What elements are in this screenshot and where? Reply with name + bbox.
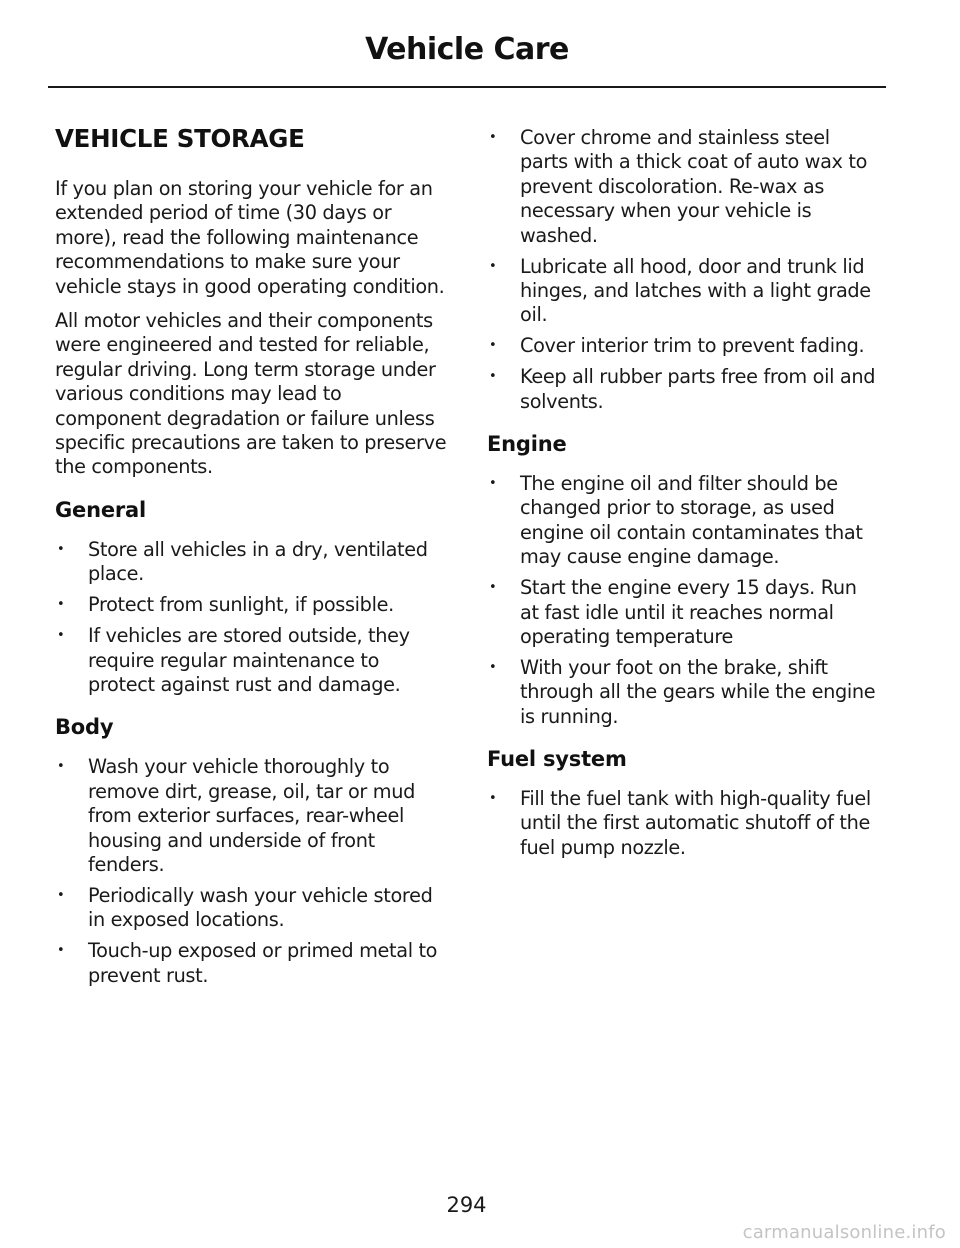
list-item: • Lubricate all hood, door and trunk lid hinges, and latches with a light grade oil.	[487, 255, 879, 328]
intro-paragraph-2: All motor vehicles and their components were engineered and tested for reliable, regular driving. Long term storage under various conditions may lead to component degradation or failure unless specific precautions are taken to preserve the components.	[55, 309, 447, 479]
list-item: • Touch-up exposed or primed metal to prevent rust.	[55, 939, 447, 988]
subheading-general: General	[55, 497, 146, 522]
subheading-body: Body	[55, 715, 114, 740]
general-list	[55, 538, 447, 697]
list-item: • Cover interior trim to prevent fading.	[487, 334, 879, 358]
list-item: • With your foot on the brake, shift through all the gears while the engine is running.	[487, 656, 879, 729]
header-divider	[48, 86, 886, 88]
watermark: carmanualsonline.info	[742, 1222, 946, 1243]
list-item: • Periodically wash your vehicle stored in exposed locations.	[55, 884, 447, 933]
subheading-fuel-system: Fuel system	[487, 747, 627, 772]
list-item: • Cover chrome and stainless steel parts with a thick coat of auto wax to prevent discoloration. Re-wax as necessary when your vehicle is washed.	[487, 126, 879, 248]
list-item: • The engine oil and filter should be changed prior to storage, as used engine oil contain contaminates that may cause engine damage.	[487, 472, 879, 570]
page-header-title: Vehicle Care	[365, 32, 569, 67]
list-item: • Store all vehicles in a dry, ventilated place.	[55, 538, 447, 587]
list-item: • Start the engine every 15 days. Run at fast idle until it reaches normal operating temperature	[487, 576, 879, 649]
right-column	[487, 126, 879, 867]
page-header	[48, 32, 886, 67]
list-item: • If vehicles are stored outside, they require regular maintenance to protect against rust and damage.	[55, 624, 447, 697]
list-item: • Wash your vehicle thoroughly to remove dirt, grease, oil, tar or mud from exterior surfaces, rear-wheel housing and underside of front fenders.	[55, 755, 447, 877]
fuel-system-list	[487, 787, 879, 860]
intro-paragraph-1: If you plan on storing your vehicle for an extended period of time (30 days or more), read the following maintenance recommendations to make sure your vehicle stays in good operating condition.	[55, 177, 445, 298]
body-list-part-2	[487, 126, 879, 414]
list-item: • Keep all rubber parts free from oil and solvents.	[487, 365, 879, 414]
left-column	[55, 124, 447, 994]
page-number: 294	[446, 1193, 487, 1217]
body-list-part-1	[55, 755, 447, 988]
list-item: • Fill the fuel tank with high-quality fuel until the first automatic shutoff of the fuel pump nozzle.	[487, 787, 879, 860]
subheading-engine: Engine	[487, 431, 567, 456]
list-item: • Protect from sunlight, if possible.	[55, 593, 447, 617]
section-heading: VEHICLE STORAGE	[55, 124, 305, 153]
engine-list	[487, 472, 879, 729]
